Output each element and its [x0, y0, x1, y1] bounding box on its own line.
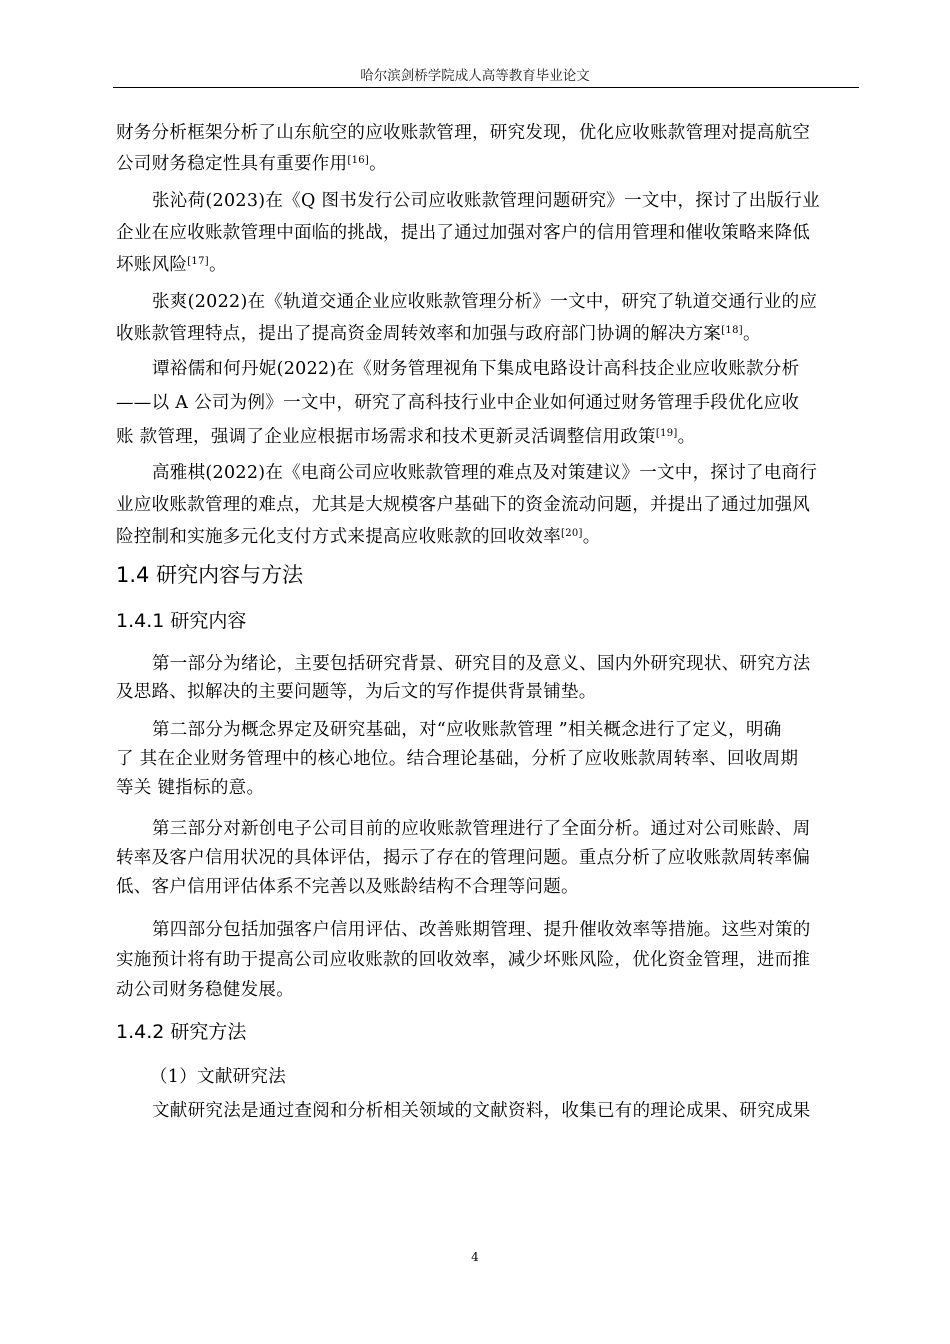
paragraph-line: 第四部分包括加强客户信用评估、改善账期管理、提升催收效率等措施。这些对策的	[152, 920, 811, 940]
paragraph-tail: 。	[742, 324, 761, 344]
paragraph-line: 低、客户信用评估体系不完善以及账龄结构不合理等问题。	[116, 877, 579, 897]
paragraph-tail: 。	[369, 154, 387, 174]
paragraph-tan-yuru	[116, 352, 862, 454]
paragraph-part-two	[116, 716, 862, 803]
paragraph-line: 等关 键指标的意。	[116, 778, 265, 798]
citation-ref: [19]	[655, 428, 678, 439]
paragraph-line: 第二部分为概念界定及研究基础，对“应收账款管理 ”相关概念进行了定义，明确	[152, 720, 782, 740]
paragraph-line: 高雅棋(2022)在《电商公司应收账款管理的难点及对策建议》一文中，探讨了电商行	[152, 463, 818, 483]
paragraph-tail: 。	[677, 427, 696, 447]
paragraph-line-with-ref	[116, 420, 862, 454]
citation-ref: [20]	[561, 528, 583, 539]
paragraph-zhang-shuang	[116, 286, 862, 350]
paragraph-line: 及思路、拟解决的主要问题等，为后文的写作提供背景铺垫。	[116, 682, 597, 702]
paragraph-line: 转率及客户信用状况的具体评估，揭示了存在的管理问题。重点分析了应收账款周转率偏	[116, 848, 811, 868]
paragraph-line: 财务分析框架分析了山东航空的应收账款管理，研究发现，优化应收账款管理对提高航空	[116, 123, 811, 143]
section-heading-1-4: 1.4 研究内容与方法	[116, 563, 304, 587]
paragraph-line-with-ref	[116, 149, 862, 180]
method-item-label: （1）文献研究法	[150, 1067, 287, 1087]
header-rule	[113, 87, 859, 88]
paragraph-shandong-airlines	[116, 118, 862, 180]
paragraph-line: 谭裕儒和何丹妮(2022)在《财务管理视角下集成电路设计高科技企业应收账款分析	[152, 359, 800, 379]
section-heading-1-4-1: 1.4.1 研究内容	[116, 610, 247, 632]
citation-ref: [18]	[721, 325, 743, 336]
paragraph-line: 动公司财务稳健发展。	[116, 980, 294, 1000]
paragraph-text: 收账款管理特点，提出了提高资金周转效率和加强与政府部门协调的解决方案	[116, 324, 722, 344]
paragraph-line: 第三部分对新创电子公司目前的应收账款管理进行了全面分析。通过对公司账龄、周	[152, 819, 811, 839]
paragraph-line: 文献研究法是通过查阅和分析相关领域的文献资料，收集已有的理论成果、研究成果	[152, 1101, 811, 1121]
paragraph-tail: 。	[582, 527, 601, 547]
paragraph-line: 实施预计将有助于提高公司应收账款的回收效率，减少坏账风险，优化资金管理，进而推	[116, 950, 811, 970]
paragraph-text: 公司财务稳定性具有重要作用	[116, 154, 348, 174]
paragraph-line: ——以 A 公司为例》一文中，研究了高科技行业中企业如何通过财务管理手段优化应收	[116, 393, 800, 413]
paragraph-line: 企业在应收账款管理中面临的挑战，提出了通过加强对客户的信用管理和催收策略来降低	[116, 223, 811, 243]
paragraph-line: 了 其在企业财务管理中的核心地位。结合理论基础，分析了应收账款周转率、回收周期	[116, 749, 799, 769]
paragraph-gao-yaqi	[116, 457, 862, 553]
paragraph-line-with-ref	[116, 318, 862, 350]
paragraph-line: 第一部分为绪论，主要包括研究背景、研究目的及意义、国内外研究现状、研究方法	[152, 654, 811, 674]
paragraph-line: 业应收账款管理的难点，尤其是大规模客户基础下的资金流动问题，并提出了通过加强风	[116, 495, 811, 515]
citation-ref: [17]	[187, 256, 209, 267]
paragraph-text: 账 款管理，强调了企业应根据市场需求和技术更新灵活调整信用政策	[116, 427, 656, 447]
page-header: 哈尔滨剑桥学院成人高等教育毕业论文	[360, 68, 590, 84]
page-number: 4	[471, 1250, 479, 1264]
paragraph-line-with-ref	[116, 521, 862, 553]
paragraph-part-one	[116, 650, 862, 706]
paragraph-line: 张爽(2022)在《轨道交通企业应收账款管理分析》一文中，研究了轨道交通行业的应	[152, 292, 818, 312]
paragraph-zhang-qinhe	[116, 185, 862, 281]
section-heading-1-4-2: 1.4.2 研究方法	[116, 1021, 247, 1043]
paragraph-tail: 。	[208, 255, 227, 275]
paragraph-line-with-ref	[116, 249, 862, 281]
paragraph-part-three	[116, 815, 862, 902]
paragraph-part-four	[116, 915, 862, 1005]
paragraph-text: 坏账风险	[116, 255, 188, 275]
citation-ref: [16]	[347, 155, 370, 166]
paragraph-text: 险控制和实施多元化支付方式来提高应收账款的回收效率	[116, 527, 561, 547]
paragraph-literature-method	[116, 1096, 862, 1126]
paragraph-line: 张沁荷(2023)在《Q 图书发行公司应收账款管理问题研究》一文中，探讨了出版行业	[152, 191, 820, 211]
